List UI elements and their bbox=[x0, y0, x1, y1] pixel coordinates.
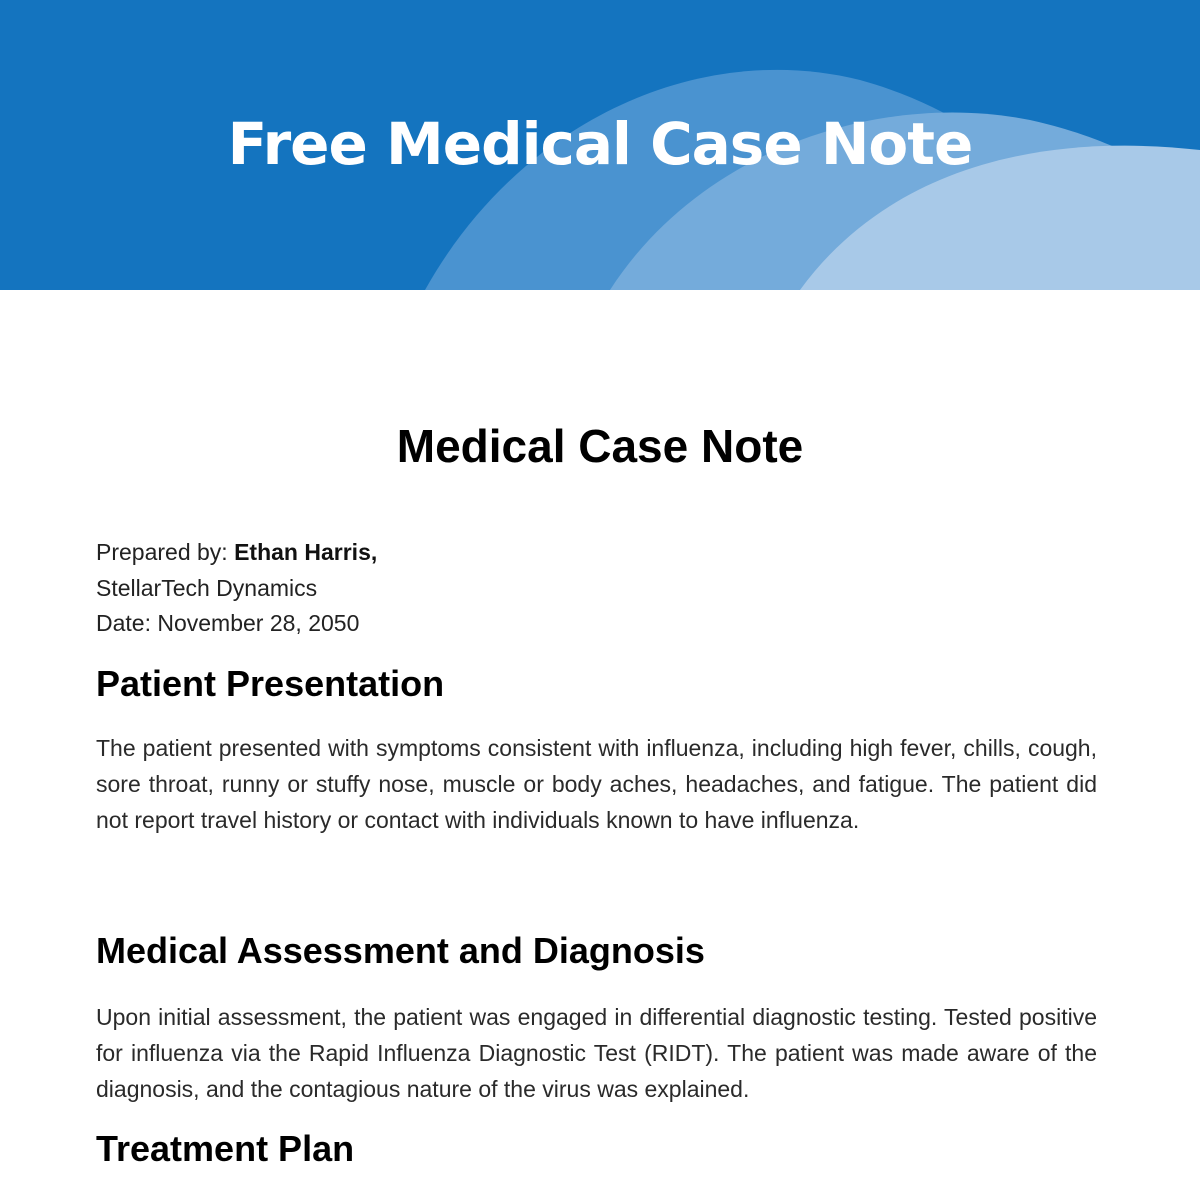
document-title: Medical Case Note bbox=[396, 420, 804, 472]
prepared-by-line bbox=[96, 535, 377, 571]
document-meta bbox=[96, 535, 377, 642]
banner-title: Free Medical Case Note bbox=[227, 110, 973, 178]
section-heading-patient-presentation: Patient Presentation bbox=[96, 663, 445, 704]
section-heading-assessment-diagnosis: Medical Assessment and Diagnosis bbox=[96, 930, 705, 971]
prepared-by-label: Prepared by: bbox=[96, 539, 235, 565]
prepared-by-name: Ethan Harris, bbox=[234, 539, 378, 565]
header-banner bbox=[0, 0, 1200, 290]
section-body-patient-presentation: The patient presented with symptoms consistent with influenza, including high fever, chills, cough, sore throat, runny or stuffy nose, muscle or body aches, headaches, and fatigue. The patient did not report travel history or contact with individuals known to have influenza. bbox=[96, 735, 1097, 833]
document-date: Date: November 28, 2050 bbox=[96, 610, 360, 636]
organization-name: StellarTech Dynamics bbox=[96, 574, 318, 601]
section-heading-treatment-plan: Treatment Plan bbox=[96, 1128, 355, 1169]
section-body-assessment-diagnosis: Upon initial assessment, the patient was engaged in differential diagnostic testing. Tested positive for influenza via the Rapid Influenza Diagnostic Test (RIDT). The patient was made aware of the diagnosis, and the contagious nature of the virus was explained. bbox=[96, 1004, 1097, 1102]
